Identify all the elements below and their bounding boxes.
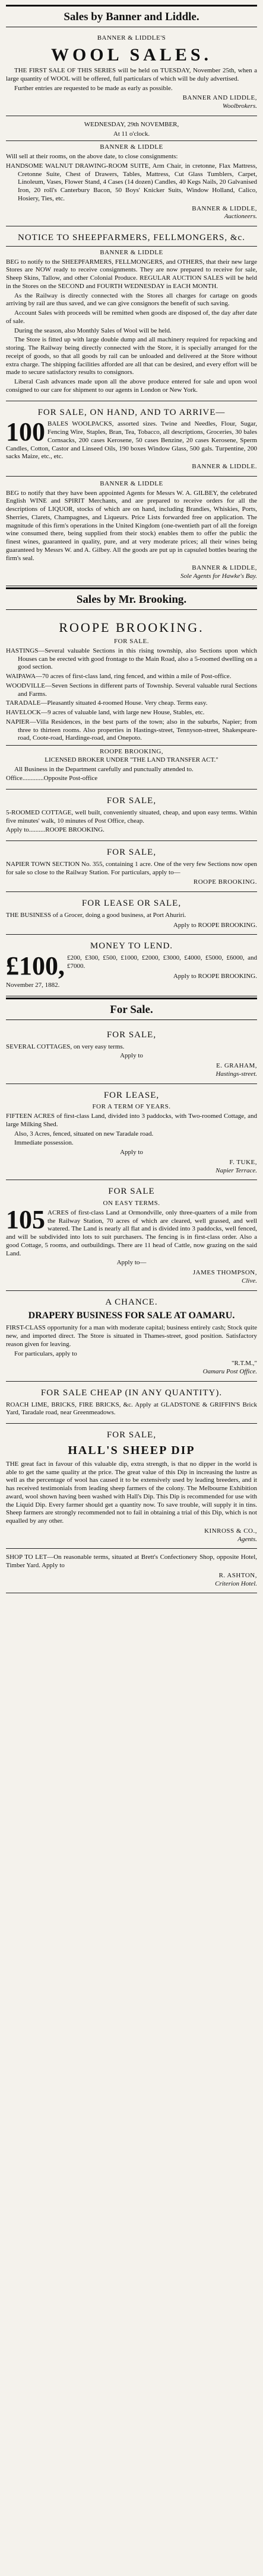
s3-heading: FOR SALE	[108, 1187, 155, 1197]
ad-brooking-for-sale	[6, 613, 257, 790]
brooking-for-sale: FOR SALE.	[114, 638, 149, 645]
s1-signature-2: Hastings-street.	[216, 1070, 257, 1078]
money-apply: Apply to ROOPE BROOKING.	[173, 972, 257, 980]
s4-signature-2: Oamaru Post Office.	[202, 1368, 257, 1375]
ad-agency-gilbey	[6, 477, 257, 586]
s1-heading: FOR SALE,	[106, 1030, 157, 1040]
agency-body: BEG to notify that they have been appointed Agents for Messrs W. A. GILBEY, the celebrated English WINE and SPIRIT Merchants, and are prepared to receive orders for all the descriptions of LIQUOR, stocks of which are on hand, including Brandies, Whiskies, Ports, Sherries, Clarets, Champagnes, and Liqueurs. Price Lists forwarded free on application. The magnitude of this firm's operations in the United Kingdom (one-twentieth part of all the foreign wine consumed there, being supplied from their stock) enables them to offer the public the finest wines, guaranteed in quality, pure, and at very moderate prices; all their wines being guaranteed by Messrs W. and A. Gilbey. All the goods are put up in capsuled bottles bearing the firm's seal.	[6, 489, 257, 562]
auction-signature-2: Auctioneers.	[224, 213, 257, 220]
s2-body-3: Immediate possession.	[14, 1139, 74, 1147]
s1-body: SEVERAL COTTAGES, on very easy terms.	[6, 1043, 125, 1050]
notice-body-3: Account Sales with proceeds will be remitted when goods are disposed of, the day after date of sale.	[6, 309, 257, 325]
brooking-woodville: WOODVILLE—Seven Sections in different parts of Township. Several valuable rural Sections and Farms.	[6, 682, 257, 698]
ad-halls-sheep-dip	[6, 1424, 257, 1549]
s3-number: 105	[6, 1204, 45, 1234]
s3-body: ACRES of first-class Land at Ormondville, only three-quarters of a mile from the Railway Station, 70 acres of which are cleared, well grassed, and well watered. The Land is nearly all flat and is divided into 3 paddocks, well fenced, and will be subdivided into lots to suit purchasers. The fencing is in first-class order. Also a good Cottage, 5 rooms, and outbuildings. There are 11 head of Cattle, now grazing on the said Land.	[6, 1209, 257, 1257]
s2-signature: F. TUKE,	[229, 1158, 257, 1166]
s3-signature: JAMES THOMPSON,	[192, 1269, 257, 1276]
auction-date: WEDNESDAY, 29th NOVEMBER,	[84, 120, 179, 128]
firm-name: BANNER & LIDDLE'S	[97, 34, 166, 41]
ad-signature-2: Woolbrokers.	[222, 103, 257, 110]
ad-roach-lime	[6, 1382, 257, 1424]
cottage-body: 5-ROOMED COTTAGE, well built, conveniently situated, cheap, and upon easy terms. Within five minutes' walk, 10 minutes of Post Office, cheap.	[6, 808, 257, 824]
s6-body: THE great fact in favour of this valuable dip, extra strength, is that no dipper in the world is able to get the same quality at the price. The great value of this Dip in increasing the lustre as well as the percentage of wool has caused it to be extensively used by leading breeders, and it has received testimonials from leading sheep farmers of the colony. The Melbourne Exhibition award, wool shown having been washed with Hall's Dip. This Dip is recommended for use with the Liquid Dip. Every farmer should get a quantity now. To save trouble, will supply it in tins. Sheep farmers are strongly recommended not to fail in obtaining a trial of this Dip, which is not equalled by any other.	[6, 1460, 257, 1524]
money-heading: MONEY TO LEND.	[90, 941, 173, 951]
ad-body: THE FIRST SALE OF THIS SERIES will be held on TUESDAY, November 25th, when a large quantity of WOOL will be offered, full particulars of which will be duly advertised.	[6, 67, 257, 82]
cottage-heading: FOR SALE,	[106, 796, 157, 806]
s3-signature-2: Clive.	[242, 1277, 257, 1284]
auction-intro: Will sell at their rooms, on the above date, to close consignments:	[6, 153, 178, 160]
s7-body: SHOP TO LET—On reasonable terms, situated at Brett's Confectionery Shop, opposite Hotel, Timber Yard. Apply to	[6, 1554, 257, 1569]
s5-body: ROACH LIME, BRICKS, FIRE BRICKS, &c. Apply at GLADSTONE & GRIFFIN'S Brick Yard, Taradale road, near Greenmeadows.	[6, 1401, 257, 1417]
s1-apply: Apply to	[120, 1052, 143, 1060]
s6-signature: KINROSS & CO.,	[204, 1527, 257, 1535]
ad-brooking-cottage	[6, 790, 257, 841]
ad-title: WOOL SALES.	[50, 44, 213, 65]
ad-shop-to-let	[6, 1549, 257, 1593]
s2-apply: Apply to	[120, 1149, 143, 1156]
notice-body-2: As the Railway is directly connected with the Stores all charges for cartage on goods arriving by rail are thus saved, and we can give consignors the benefit of such saving.	[6, 292, 257, 308]
brooking-office: Office.............Opposite Post-office	[6, 775, 98, 782]
section-heading-for-sale: For Sale.	[6, 998, 257, 1020]
brooking-title: ROOPE BROOKING.	[59, 619, 204, 635]
s4-heading: A CHANCE.	[105, 1297, 158, 1307]
s6-signature-2: Agents.	[237, 1535, 257, 1543]
s3-apply: Apply to—	[116, 1259, 147, 1267]
ad-wool-sales	[6, 31, 257, 116]
brooking-agency-2: LICENSED BROKER UNDER "THE LAND TRANSFER ACT."	[45, 756, 218, 763]
ad-brooking-lease	[6, 892, 257, 935]
ad-tuke-lease	[6, 1084, 257, 1181]
brooking-taradale: TARADALE—Pleasantly situated 4-roomed House. Very cheap. Terms easy.	[6, 699, 208, 707]
brooking-waipawa: WAIPAWA—70 acres of first-class land, ring fenced, and within a mile of Post-office.	[6, 673, 232, 680]
s3-subheading: ON EASY TERMS.	[103, 1200, 160, 1207]
ad-on-hand	[6, 401, 257, 477]
s2-heading: FOR LEASE,	[103, 1090, 160, 1100]
napier-signature: ROOPE BROOKING.	[193, 878, 257, 886]
arrive-number: 100	[6, 417, 45, 447]
ad-body-2: Further entries are requested to be made as early as possible.	[14, 84, 173, 92]
lease-body: THE BUSINESS of a Grocer, doing a good business, at Port Ahuriri.	[6, 911, 186, 919]
ad-graham-cottages	[6, 1024, 257, 1084]
brooking-napier: NAPIER—Villa Residences, in the best parts of the town; also in the suburbs, Napier; from three to thirteen rooms. Also properties in Hastings-street, Tennyson-street, Shakespeare-road, Coote-road, Hardinge-road, and Onepoto.	[6, 718, 257, 742]
ad-brooking-napier-section	[6, 841, 257, 892]
ad-auction	[6, 116, 257, 226]
auctioneers: BANNER & LIDDLE	[100, 143, 163, 151]
s1-signature: E. GRAHAM,	[216, 1062, 257, 1069]
ad-notice-sheepfarmers	[6, 226, 257, 401]
notice-body-5: The Store is fitted up with large double dump and all machinery required for repacking and storing. The Railway being directly connected with the Store, it is specially arranged for the receipt of goods, so that all goods by rail can be unloaded and delivered at the Store without extra charge. The shipping facilities afforded are all that can be desired, and every effort will be made to secure satisfactory results to consignors.	[6, 336, 257, 376]
agency-signature: BANNER & LIDDLE,	[192, 564, 257, 572]
brooking-agency-3: All Business in the Department carefully and punctually attended to.	[14, 765, 194, 773]
section-heading-banner: Sales by Banner and Liddle.	[6, 5, 257, 27]
s5-heading: FOR SALE CHEAP (IN ANY QUANTITY).	[40, 1388, 223, 1398]
arrive-heading: FOR SALE, ON HAND, AND TO ARRIVE—	[37, 407, 226, 417]
arrive-signature: BANNER & LIDDLE.	[192, 463, 257, 470]
auction-time: At 11 o'clock.	[113, 130, 150, 138]
s7-signature-2: Criterion Hotel.	[215, 1580, 257, 1587]
agency-firm: BANNER & LIDDLE	[100, 480, 163, 487]
cottage-apply: Apply to..........ROOPE BROOKING.	[6, 826, 104, 834]
auction-items: HANDSOME WALNUT DRAWING-ROOM SUITE, Arm Chair, in cretonne, Flax Mattress, Cretonne Suite, Chest of Drawers, Tables, Mattress, Cut Glass Tumblers, Carpet, Linoleum, Vases, Flower Stand, 4 Cases (14 dozen) Candles, 40 Kegs Nails, 20 Galvanised Iron, 20 roll's Canterbury Bacon, 50 Boys' Knicker Suits, Window Holland, Calico, Hosiery, Ties, etc.	[6, 162, 257, 202]
notice-body-6: Liberal Cash advances made upon all the above produce entered for sale and upon wool consigned to our care for shipment to our agents in London or New York.	[6, 378, 257, 394]
ad-thompson-land	[6, 1180, 257, 1290]
auction-signature: BANNER & LIDDLE,	[192, 204, 257, 212]
s2-body: FIFTEEN ACRES of first-class Land, divided into 3 paddocks, with Two-roomed Cottage, and large Milking Shed.	[6, 1113, 257, 1128]
s2-signature-2: Napier Terrace.	[216, 1166, 257, 1174]
brooking-agency: ROOPE BROOKING,	[99, 748, 164, 755]
ad-brooking-money	[6, 935, 257, 996]
napier-heading: FOR SALE,	[106, 848, 157, 857]
s4-title: DRAPERY BUSINESS FOR SALE AT OAMARU.	[28, 1311, 235, 1321]
ad-drapery-business	[6, 1291, 257, 1382]
s4-body: FIRST-CLASS opportunity for a man with moderate capital; business entirely cash; Stock quite new, and imported direct. The Store is situated in Thames-street, good position. Satisfactory reason given for leaving.	[6, 1324, 257, 1348]
s2-subheading: FOR A TERM OF YEARS.	[92, 1103, 171, 1111]
arrive-body: BALES WOOLPACKS, assorted sizes. Twine and Needles, Flour, Sugar, Fencing Wire, Staples, Bran, Tea, Tobacco, all descriptions, Groceries, 30 bales Cornsacks, 200 cases Kerosene, 50 cases Benzine, 20 cases Kerosene, Sperm Candles, Cotton, Castor and Linseed Oils, 190 boxes Window Glass, 500 gals. Turpentine, 200 sacks Maize, etc., etc.	[6, 420, 257, 461]
money-list: £200, £300, £500, £1000, £2000, £3000, £4000, £5000, £6000, and £7000.	[67, 954, 257, 970]
notice-body-4: During the season, also Monthly Sales of Wool will be held.	[14, 327, 172, 334]
s2-body-2: Also, 3 Acres, fenced, situated on new Taradale road.	[14, 1130, 154, 1137]
notice-body: BEG to notify to the SHEEPFARMERS, FELLMONGERS, and OTHERS, that their new large Stores are NOW ready to receive consignments. They are now prepared to receive for sale, Sheep Skins, Tallow, and other Colonial Produce. REGULAR AUCTION SALES will be held in the Stores on the SECOND and FOURTH WEDNESDAY in EACH MONTH.	[6, 258, 257, 290]
brooking-havelock: HAVELOCK—9 acres of valuable land, with large new House, Stables, etc.	[6, 709, 205, 716]
s6-heading: FOR SALE,	[106, 1430, 157, 1440]
napier-body: NAPIER TOWN SECTION No. 355, containing 1 acre. One of the very few Sections now open for sale so close to the Railway Station. For particulars, apply to—	[6, 860, 258, 876]
lease-heading: FOR LEASE OR SALE,	[81, 899, 182, 908]
money-date: November 27, 1882.	[6, 982, 60, 989]
notice-firm: BANNER & LIDDLE	[100, 248, 163, 256]
brooking-hastings: HASTINGS—Several valuable Sections in this rising township, also Sections upon which Houses can be erected with good frontage to the Main Road, also a 5-roomed dwelling on a good section.	[6, 647, 257, 671]
ad-signature: BANNER AND LIDDLE,	[182, 94, 257, 102]
money-amount: £100,	[6, 951, 65, 980]
section-heading-brooking: Sales by Mr. Brooking.	[6, 587, 257, 610]
s7-signature: R. ASHTON,	[218, 1571, 257, 1579]
s6-title: HALL'S SHEEP DIP	[68, 1443, 195, 1457]
notice-title: NOTICE TO SHEEPFARMERS, FELLMONGERS, &c.	[18, 233, 245, 242]
s4-body-2: For particulars, apply to	[14, 1350, 77, 1357]
lease-apply: Apply to ROOPE BROOKING.	[173, 921, 257, 929]
s4-signature: "R.T.M.,"	[231, 1360, 257, 1367]
agency-signature-2: Sole Agents for Hawke's Bay.	[180, 573, 257, 580]
